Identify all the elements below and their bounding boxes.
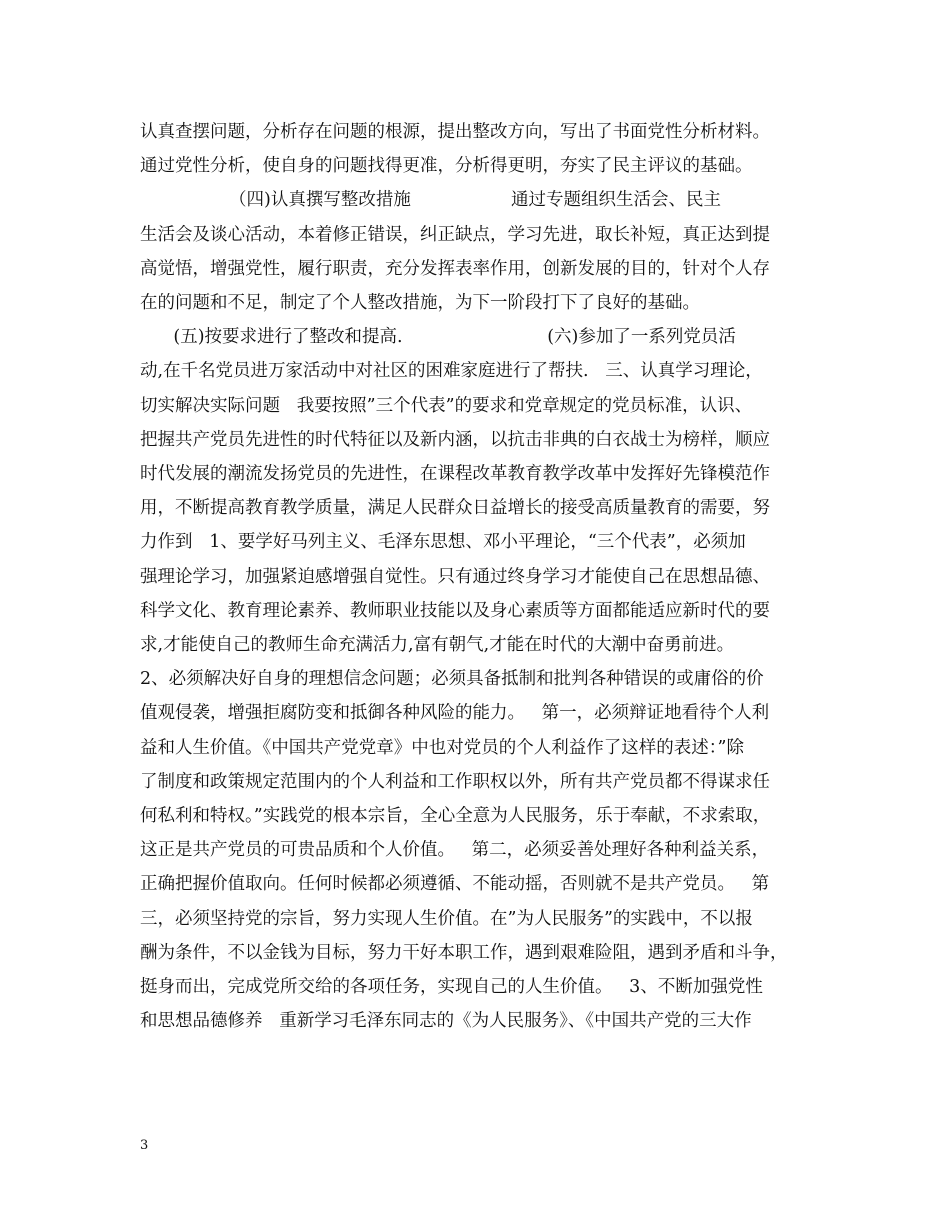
text-line: 了制度和政策规定范围内的个人利益和工作职权以外，所有共产党员都不得谋求任 <box>140 771 770 792</box>
text-line: 和思想品德修养 重新学习毛泽东同志的《为人民服务》、《中国共产党的三大作 <box>140 1011 752 1032</box>
text-line: 这正是共产党员的可贵品质和个人价值。 第二，必须妥善处理好各种利益关系， <box>140 840 770 861</box>
text-line: 认真查摆问题，分析存在问题的根源，提出整改方向，写出了书面党性分析材料。 <box>140 122 770 142</box>
text-line: 生活会及谈心活动，本着修正错误，纠正缺点，学习先进，取长补短，真正达到提 <box>140 224 770 245</box>
text-line: 时代发展的潮流发扬党员的先进性，在课程改革教育教学改革中发挥好先锋模范作 <box>140 464 770 484</box>
text-line: 值观侵袭，增强拒腐防变和抵御各种风险的能力。 第一，必须辩证地看待个人利 <box>140 703 770 724</box>
text-line: 把握共产党员先进性的时代特征以及新内涵，以抗击非典的白衣战士为榜样，顺应 <box>140 429 770 450</box>
text-line: 力作到 1、要学好马列主义、毛泽东思想、邓小平理论，“三个代表”，必须加 <box>140 532 746 553</box>
text-line: 何私利和特权。”实践党的根本宗旨，全心全意为人民服务，乐于奉献，不求索取， <box>140 806 771 826</box>
text-line: 切实解决实际问题 我要按照”三个代表”的要求和党章规定的党员标准，认识、 <box>140 395 753 416</box>
text-line: 挺身而出，完成党所交给的各项任务，实现自己的人生价值。 3、不断加强党性 <box>140 977 763 997</box>
text-line: 强理论学习，加强紧迫感增强自觉性。只有通过终身学习才能使自己在思想品德、 <box>140 566 770 587</box>
text-line: 益和人生价值。《中国共产党党章》中也对党员的个人利益作了这样的表述：”除 <box>140 737 744 758</box>
text-line: 酬为条件，不以金钱为目标，努力干好本职工作，遇到艰难险阻，遇到矛盾和斗争， <box>140 942 788 963</box>
text-line: 通过党性分析，使自身的问题找得更准，分析得更明，夯实了民主评议的基础。 <box>140 156 753 177</box>
text-line: 求,才能使自己的教师生命充满活力,富有朝气,才能在时代的大潮中奋勇前进。 <box>140 635 735 655</box>
text-line: 高觉悟，增强党性，履行职责，充分发挥表率作用，创新发展的目的，针对个人存 <box>140 258 770 279</box>
text-line: 在的问题和不足，制定了个人整改措施，为下一阶段打下了良好的基础。 <box>140 293 700 313</box>
text-line: 动,在千名党员进万家活动中对社区的困难家庭进行了帮扶. 三、认真学习理论， <box>140 361 763 382</box>
page-number: 3 <box>140 1138 149 1153</box>
text-line: 2、必须解决好自身的理想信念问题；必须具备抵制和批判各种错误的或庸俗的价 <box>140 669 764 690</box>
text-line: 三，必须坚持党的宗旨，努力实现人生价值。在”为人民服务”的实践中，不以报 <box>140 908 753 929</box>
text-line: 用，不断提高教育教学质量，满足人民群众日益增长的接受高质量教育的需要，努 <box>140 498 770 519</box>
text-line: 正确把握价值取向。任何时候都必须遵循、不能动摇，否则就不是共产党员。 第 <box>140 874 770 895</box>
text-line: （四)认真撰写整改措施 通过专题组织生活会、民主 <box>140 190 721 211</box>
text-line: (五)按要求进行了整改和提高. (六)参加了一系列党员活 <box>140 327 736 348</box>
text-line: 科学文化、教育理论素养、教师职业技能以及身心素质等方面都能适应新时代的要 <box>140 600 770 621</box>
